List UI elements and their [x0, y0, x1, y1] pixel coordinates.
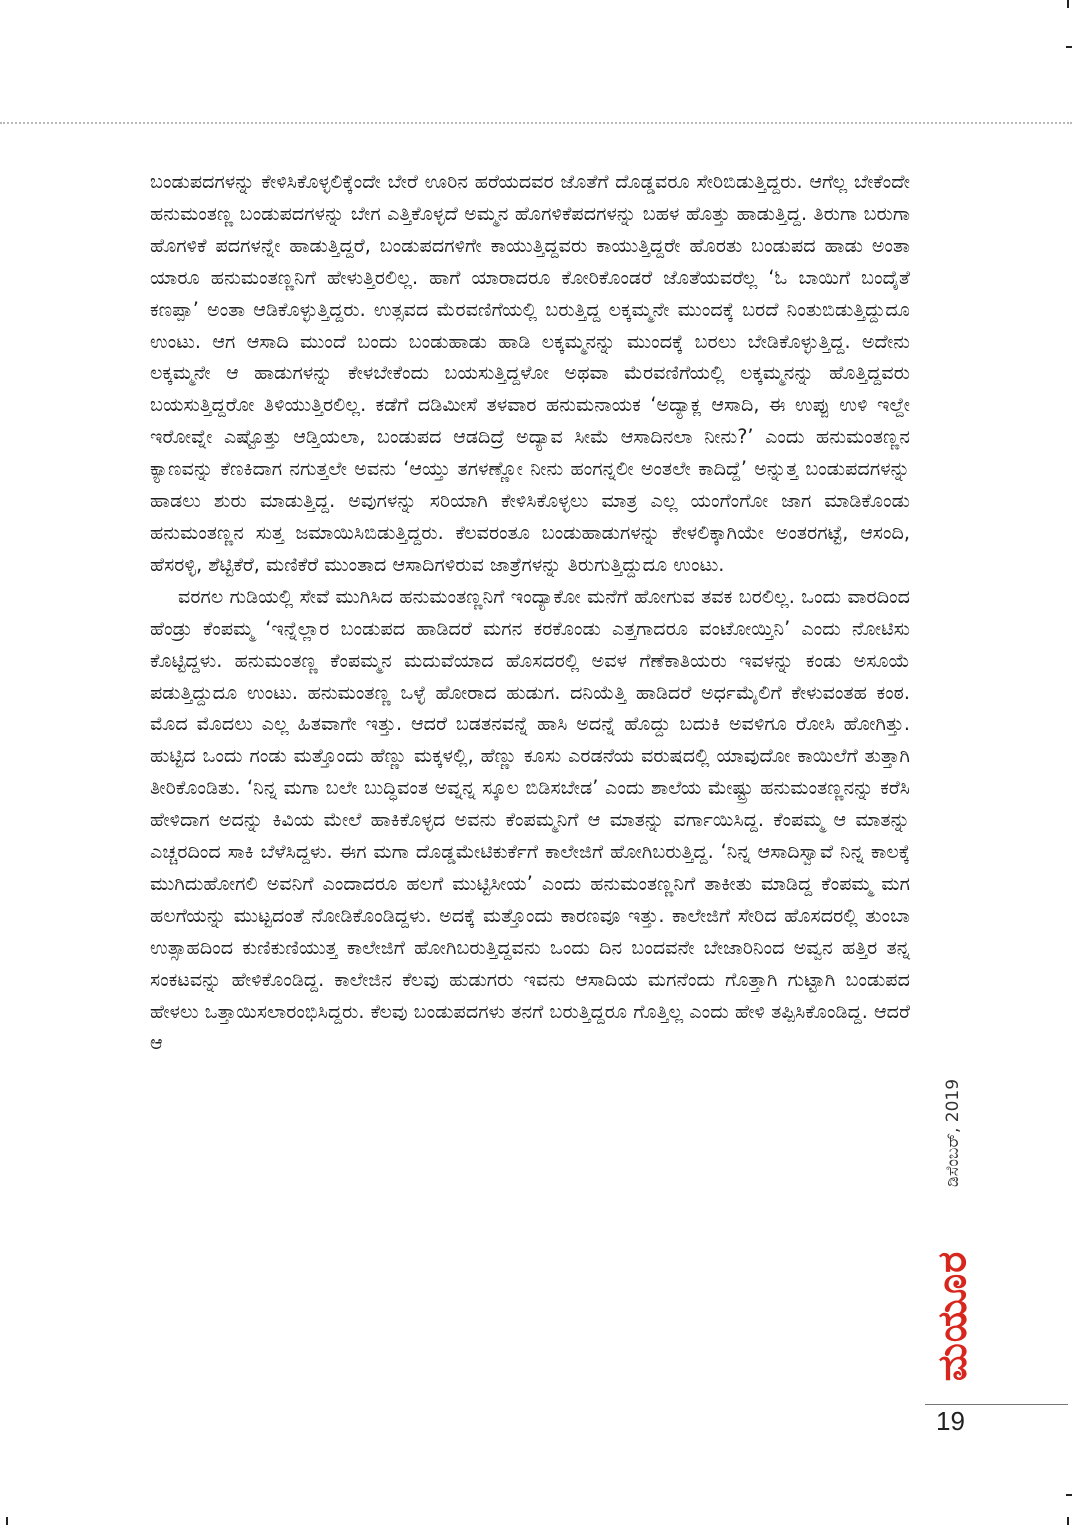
paragraph-1: ಬಂಡುಪದಗಳನ್ನು ಕೇಳಿಸಿಕೊಳ್ಳಲಿಕ್ಕೆಂದೇ ಬೇರೆ ಊರಿನ ಹರೆಯದವರ ಜೊತೆಗೆ ದೊಡ್ಡವರೂ ಸೇರಿಬಿಡುತ್ತಿದ್ದರು. ಆಗೆಲ್ಲ ಬೇಕೆಂದೇ ಹನುಮಂತಣ್ಣ ಬಂಡುಪದಗಳನ್ನು ಬೇಗ ಎತ್ತಿಕೊಳ್ಳದೆ ಅಮ್ಮನ ಹೊಗಳಿಕೆಪದಗಳನ್ನು ಬಹಳ ಹೊತ್ತು ಹಾಡುತ್ತಿದ್ದ. ತಿರುಗಾ ಬರುಗಾ ಹೊಗಳಿಕೆ ಪದಗಳನ್ನೇ ಹಾಡುತ್ತಿದ್ದರೆ, ಬಂಡುಪದಗಳಿಗೇ ಕಾಯುತ್ತಿದ್ದವರು ಕಾಯುತ್ತಿದ್ದರೇ ಹೊರತು ಬಂಡುಪದ ಹಾಡು ಅಂತಾ ಯಾರೂ ಹನುಮಂತಣ್ಣನಿಗೆ ಹೇಳುತ್ತಿರಲಿಲ್ಲ. ಹಾಗೆ ಯಾರಾದರೂ ಕೋರಿಕೊಂಡರೆ ಜೊತೆಯವರೆಲ್ಲ ‘ಓ ಬಾಯಿಗೆ ಬಂದೈತೆ ಕಣಪ್ಪಾ’ ಅಂತಾ ಆಡಿಕೊಳ್ಳುತ್ತಿದ್ದರು. ಉತ್ಸವದ ಮೆರವಣಿಗೆಯಲ್ಲಿ ಬರುತ್ತಿದ್ದ ಲಕ್ಕಮ್ಮನೇ ಮುಂದಕ್ಕೆ ಬರದೆ ನಿಂತುಬಿಡುತ್ತಿದ್ದುದೂ ಉಂಟು. ಆಗ ಆಸಾದಿ ಮುಂದೆ ಬಂದು ಬಂಡುಹಾಡು ಹಾಡಿ ಲಕ್ಕಮ್ಮನನ್ನು ಮುಂದಕ್ಕೆ ಬರಲು ಬೇಡಿಕೊಳ್ಳುತ್ತಿದ್ದ. ಅದೇನು ಲಕ್ಕಮ್ಮನೇ ಆ ಹಾಡುಗಳನ್ನು ಕೇಳಬೇಕೆಂದು ಬಯಸುತ್ತಿದ್ದಳೋ ಅಥವಾ ಮೆರವಣಿಗೆಯಲ್ಲಿ ಲಕ್ಕಮ್ಮನನ್ನು ಹೊತ್ತಿದ್ದವರು ಬಯಸುತ್ತಿದ್ದರೋ ತಿಳಿಯುತ್ತಿರಲಿಲ್ಲ. ಕಡೆಗೆ ದಡಿಮೀಸೆ ತಳವಾರ ಹನುಮನಾಯಕ ‘ಅದ್ಯಾಕ್ಲ ಆಸಾದಿ, ಈ ಉಪ್ಪು ಉಳಿ ಇಲ್ದೇ ಇರೋವ್ನೇ ಎಷ್ಟೊತ್ತು ಆಡ್ತಿಯಲಾ, ಬಂಡುಪದ ಆಡದಿದ್ರೆ ಅದ್ಯಾವ ಸೀಮೆ ಆಸಾದಿನಲಾ ನೀನು?’ ಎಂದು ಹನುಮಂತಣ್ಣನ ಕ್ಯಾಣವನ್ನು ಕೆಣಕಿದಾಗ ನಗುತ್ತಲೇ ಅವನು ‘ಆಯ್ತು ತಗಳಣ್ಣೋ ನೀನು ಹಂಗನ್ನಲೀ ಅಂತಲೇ ಕಾದಿದ್ದೆ’ ಅನ್ನುತ್ತ ಬಂಡುಪದಗಳನ್ನು ಹಾಡಲು ಶುರು ಮಾಡುತ್ತಿದ್ದ. ಅವುಗಳನ್ನು ಸರಿಯಾಗಿ ಕೇಳಿಸಿಕೊಳ್ಳಲು ಮಾತ್ರ ಎಲ್ಲ ಯಂಗೆಂಗೋ ಜಾಗ ಮಾಡಿಕೊಂಡು ಹನುಮಂತಣ್ಣನ ಸುತ್ತ ಜಮಾಯಿಸಿಬಿಡುತ್ತಿದ್ದರು. ಕೆಲವರಂತೂ ಬಂಡುಹಾಡುಗಳನ್ನು ಕೇಳಲಿಕ್ಕಾಗಿಯೇ ಅಂತರಗಟ್ಟೆ, ಆಸಂದಿ, ಹೆಸರಳ್ಳಿ, ಶೆಟ್ಟಿಕೆರೆ, ಮಣಿಕೆರೆ ಮುಂತಾದ ಆಸಾದಿಗಳಿರುವ ಜಾತ್ರೆಗಳನ್ನು ತಿರುಗುತ್ತಿದ್ದುದೂ ಉಂಟು.: [150, 170, 910, 576]
crop-mark-right-upper: [1066, 46, 1072, 48]
header-dotted-rule: [0, 122, 1072, 124]
crop-mark-right-lower: [1066, 1494, 1072, 1496]
magazine-logo-text: ಮಯೂರ: [929, 1250, 975, 1382]
issue-date-text: ಡಿಸೆಂಬರ್, 2019: [943, 1078, 963, 1188]
crop-mark-bottom-left: [6, 1517, 8, 1525]
paragraph-2: ವರಗಲ ಗುಡಿಯಲ್ಲಿ ಸೇವೆ ಮುಗಿಸಿದ ಹನುಮಂತಣ್ಣನಿಗೆ ಇಂದ್ಯಾಕೋ ಮನೆಗೆ ಹೋಗುವ ತವಕ ಬರಲಿಲ್ಲ. ಒಂದು ವಾರದಿಂದ ಹೆಂಡ್ರು ಕೆಂಪಮ್ಮ ‘ಇನ್ನೆಲ್ಲಾರ ಬಂಡುಪದ ಹಾಡಿದರೆ ಮಗನ ಕರಕೊಂಡು ಎತ್ತಗಾದರೂ ವಂಟೋಯ್ತಿನಿ’ ಎಂದು ನೋಟಿಸು ಕೊಟ್ಟಿದ್ದಳು. ಹನುಮಂತಣ್ಣ ಕೆಂಪಮ್ಮನ ಮದುವೆಯಾದ ಹೊಸದರಲ್ಲಿ ಅವಳ ಗೆಣೆಕಾತಿಯರು ಇವಳನ್ನು ಕಂಡು ಅಸೂಯೆ ಪಡುತ್ತಿದ್ದುದೂ ಉಂಟು. ಹನುಮಂತಣ್ಣ ಒಳ್ಳೆ ಹೋರಾದ ಹುಡುಗ. ದನಿಯೆತ್ತಿ ಹಾಡಿದರೆ ಅರ್ಧಮೈಲಿಗೆ ಕೇಳುವಂತಹ ಕಂಠ. ಮೊದ ಮೊದಲು ಎಲ್ಲ ಹಿತವಾಗೇ ಇತ್ತು. ಆದರೆ ಬಡತನವನ್ನೆ ಹಾಸಿ ಅದನ್ನೆ ಹೊದ್ದು ಬದುಕಿ ಅವಳಿಗೂ ರೋಸಿ ಹೋಗಿತ್ತು. ಹುಟ್ಟಿದ ಒಂದು ಗಂಡು ಮತ್ತೊಂದು ಹೆಣ್ಣು ಮಕ್ಕಳಲ್ಲಿ, ಹೆಣ್ಣು ಕೂಸು ಎರಡನೆಯ ವರುಷದಲ್ಲಿ ಯಾವುದೋ ಕಾಯಿಲೆಗೆ ತುತ್ತಾಗಿ ತೀರಿಕೊಂಡಿತು. ‘ನಿನ್ನ ಮಗಾ ಬಲೇ ಬುದ್ಧಿವಂತ ಅವ್ನನ್ನ ಸ್ಕೂಲ ಬಿಡಿಸಬೇಡ’ ಎಂದು ಶಾಲೆಯ ಮೇಷ್ಟ್ರು ಹನುಮಂತಣ್ಣನನ್ನು ಕರೆಸಿ ಹೇಳಿದಾಗ ಅದನ್ನು ಕಿವಿಯ ಮೇಲೆ ಹಾಕಿಕೊಳ್ಳದ ಅವನು ಕೆಂಪಮ್ಮನಿಗೆ ಆ ಮಾತನ್ನು ವರ್ಗಾಯಿಸಿದ್ದ. ಕೆಂಪಮ್ಮ ಆ ಮಾತನ್ನು ಎಚ್ಚರದಿಂದ ಸಾಕಿ ಬೆಳೆಸಿದ್ದಳು. ಈಗ ಮಗಾ ದೊಡ್ಡಮೇಟಿಕುರ್ಕೆಗೆ ಕಾಲೇಜಿಗೆ ಹೋಗಿಬರುತ್ತಿದ್ದ. ‘ನಿನ್ನ ಆಸಾದಿಸ್ವಾವೆ ನಿನ್ನ ಕಾಲಕ್ಕೆ ಮುಗಿದುಹೋಗಲಿ ಅವನಿಗೆ ಎಂದಾದರೂ ಹಲಗೆ ಮುಟ್ಟಿಸೀಯ’ ಎಂದು ಹನುಮಂತಣ್ಣನಿಗೆ ತಾಕೀತು ಮಾಡಿದ್ದ ಕೆಂಪಮ್ಮ ಮಗ ಹಲಗೆಯನ್ನು ಮುಟ್ಟದಂತೆ ನೋಡಿಕೊಂಡಿದ್ದಳು. ಅದಕ್ಕೆ ಮತ್ತೊಂದು ಕಾರಣವೂ ಇತ್ತು. ಕಾಲೇಜಿಗೆ ಸೇರಿದ ಹೊಸದರಲ್ಲಿ ತುಂಬಾ ಉತ್ಸಾಹದಿಂದ ಕುಣಿಕುಣಿಯುತ್ತ ಕಾಲೇಜಿಗೆ ಹೋಗಿಬರುತ್ತಿದ್ದವನು ಒಂದು ದಿನ ಬಂದವನೇ ಬೇಜಾರಿನಿಂದ ಅವ್ವನ ಹತ್ತಿರ ತನ್ನ ಸಂಕಟವನ್ನು ಹೇಳಿಕೊಂಡಿದ್ದ. ಕಾಲೇಜಿನ ಕೆಲವು ಹುಡುಗರು ಇವನು ಆಸಾದಿಯ ಮಗನೆಂದು ಗೊತ್ತಾಗಿ ಗುಟ್ಟಾಗಿ ಬಂಡುಪದ ಹೇಳಲು ಒತ್ತಾಯಿಸಲಾರಂಭಿಸಿದ್ದರು. ಕೆಲವು ಬಂಡುಪದಗಳು ತನಗೆ ಬರುತ್ತಿದ್ದರೂ ಗೊತ್ತಿಲ್ಲ ಎಂದು ಹೇಳಿ ತಪ್ಪಿಸಿಕೊಂಡಿದ್ದ. ಆದರೆ ಆ: [150, 584, 910, 1055]
page-number: 19: [936, 1406, 965, 1436]
crop-mark-bottom-right: [1067, 1517, 1069, 1525]
page-number-rule: [925, 1404, 1068, 1405]
magazine-logo: [920, 1230, 984, 1402]
issue-date: [928, 1078, 978, 1188]
crop-mark-top-right: [1067, 0, 1069, 8]
article-body: [150, 166, 910, 1059]
